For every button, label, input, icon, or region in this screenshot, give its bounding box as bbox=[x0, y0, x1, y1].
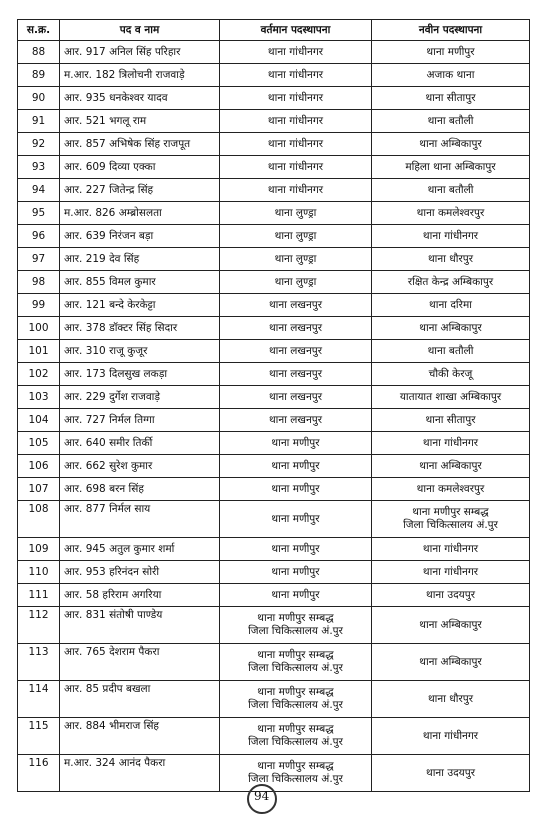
cell-current-posting: थाना लुण्ड्रा bbox=[220, 248, 372, 271]
cell-new-posting: थाना अम्बिकापुर bbox=[372, 317, 530, 340]
cell-new-posting: अजाक थाना bbox=[372, 64, 530, 87]
cell-current-posting: थाना मणीपुर bbox=[220, 432, 372, 455]
cell-serial: 99 bbox=[18, 294, 60, 317]
table-row bbox=[18, 718, 530, 755]
cell-current-posting: थाना मणीपुर सम्बद्ध जिला चिकित्सालय अं.पुर bbox=[220, 718, 372, 755]
table-row bbox=[18, 41, 530, 64]
cell-serial: 113 bbox=[18, 644, 60, 681]
table-row bbox=[18, 584, 530, 607]
cell-name: म.आर. 182 त्रिलोचनी राजवाड़े bbox=[60, 64, 220, 87]
cell-serial: 110 bbox=[18, 561, 60, 584]
cell-current-posting: थाना लखनपुर bbox=[220, 294, 372, 317]
table-row bbox=[18, 271, 530, 294]
cell-serial: 91 bbox=[18, 110, 60, 133]
table-row bbox=[18, 133, 530, 156]
cell-serial: 102 bbox=[18, 363, 60, 386]
cell-current-posting: थाना गांधीनगर bbox=[220, 87, 372, 110]
cell-current-posting: थाना गांधीनगर bbox=[220, 133, 372, 156]
cell-current-posting: थाना लखनपुर bbox=[220, 340, 372, 363]
table-row bbox=[18, 248, 530, 271]
cell-new-posting: थाना धौरपुर bbox=[372, 248, 530, 271]
table-row bbox=[18, 156, 530, 179]
cell-name: आर. 609 दिव्या एक्का bbox=[60, 156, 220, 179]
cell-current-posting: थाना लखनपुर bbox=[220, 363, 372, 386]
table-row bbox=[18, 386, 530, 409]
cell-new-posting: थाना बतौली bbox=[372, 110, 530, 133]
table-row bbox=[18, 455, 530, 478]
cell-name: आर. 639 निरंजन बड़ा bbox=[60, 225, 220, 248]
cell-serial: 111 bbox=[18, 584, 60, 607]
cell-serial: 116 bbox=[18, 755, 60, 792]
table-row bbox=[18, 501, 530, 538]
cell-name: आर. 877 निर्मल साय bbox=[60, 501, 220, 538]
cell-serial: 101 bbox=[18, 340, 60, 363]
cell-name: आर. 698 बरन सिंह bbox=[60, 478, 220, 501]
table-row bbox=[18, 294, 530, 317]
cell-name: आर. 229 दुर्गेश राजवाड़े bbox=[60, 386, 220, 409]
cell-current-posting: थाना मणीपुर सम्बद्ध जिला चिकित्सालय अं.पुर bbox=[220, 755, 372, 792]
table-row bbox=[18, 340, 530, 363]
cell-name: आर. 58 हरिराम अगरिया bbox=[60, 584, 220, 607]
table-row bbox=[18, 478, 530, 501]
table-row bbox=[18, 317, 530, 340]
table-row bbox=[18, 87, 530, 110]
cell-serial: 104 bbox=[18, 409, 60, 432]
cell-current-posting: थाना लुण्ड्रा bbox=[220, 225, 372, 248]
cell-new-posting: थाना बतौली bbox=[372, 179, 530, 202]
cell-serial: 103 bbox=[18, 386, 60, 409]
cell-new-posting: थाना मणीपुर bbox=[372, 41, 530, 64]
cell-current-posting: थाना मणीपुर सम्बद्ध जिला चिकित्सालय अं.पुर bbox=[220, 607, 372, 644]
cell-serial: 115 bbox=[18, 718, 60, 755]
cell-new-posting: थाना उदयपुर bbox=[372, 755, 530, 792]
cell-new-posting: थाना गांधीनगर bbox=[372, 718, 530, 755]
cell-new-posting: थाना बतौली bbox=[372, 340, 530, 363]
header-name: पद व नाम bbox=[60, 20, 220, 41]
cell-new-posting: महिला थाना अम्बिकापुर bbox=[372, 156, 530, 179]
cell-current-posting: थाना मणीपुर bbox=[220, 455, 372, 478]
cell-new-posting: थाना कमलेश्वरपुर bbox=[372, 478, 530, 501]
cell-new-posting: थाना गांधीनगर bbox=[372, 432, 530, 455]
cell-current-posting: थाना मणीपुर bbox=[220, 584, 372, 607]
cell-name: आर. 121 बन्दे केरकेट्टा bbox=[60, 294, 220, 317]
header-row bbox=[18, 20, 530, 41]
cell-current-posting: थाना लुण्ड्रा bbox=[220, 271, 372, 294]
cell-new-posting: रक्षित केन्द्र अम्बिकापुर bbox=[372, 271, 530, 294]
cell-name: आर. 765 देशराम पैकरा bbox=[60, 644, 220, 681]
table-row bbox=[18, 64, 530, 87]
cell-new-posting: थाना मणीपुर सम्बद्ध जिला चिकित्सालय अं.पुर bbox=[372, 501, 530, 538]
cell-name: आर. 310 राजू कुजूर bbox=[60, 340, 220, 363]
cell-serial: 107 bbox=[18, 478, 60, 501]
table-row bbox=[18, 607, 530, 644]
table-row bbox=[18, 681, 530, 718]
page-number-mark: 94 bbox=[247, 784, 277, 814]
cell-serial: 97 bbox=[18, 248, 60, 271]
table-row bbox=[18, 110, 530, 133]
table-row bbox=[18, 432, 530, 455]
cell-new-posting: थाना अम्बिकापुर bbox=[372, 455, 530, 478]
cell-current-posting: थाना मणीपुर सम्बद्ध जिला चिकित्सालय अं.पुर bbox=[220, 681, 372, 718]
cell-current-posting: थाना मणीपुर bbox=[220, 561, 372, 584]
cell-serial: 88 bbox=[18, 41, 60, 64]
cell-serial: 92 bbox=[18, 133, 60, 156]
table-row bbox=[18, 363, 530, 386]
cell-new-posting: थाना दरिमा bbox=[372, 294, 530, 317]
cell-serial: 95 bbox=[18, 202, 60, 225]
cell-current-posting: थाना लखनपुर bbox=[220, 409, 372, 432]
cell-name: आर. 173 दिलसुख लकड़ा bbox=[60, 363, 220, 386]
table-row bbox=[18, 179, 530, 202]
cell-new-posting: थाना अम्बिकापुर bbox=[372, 607, 530, 644]
table-body bbox=[18, 41, 530, 792]
cell-serial: 96 bbox=[18, 225, 60, 248]
table-row bbox=[18, 561, 530, 584]
cell-current-posting: थाना गांधीनगर bbox=[220, 110, 372, 133]
cell-new-posting: थाना अम्बिकापुर bbox=[372, 644, 530, 681]
cell-current-posting: थाना गांधीनगर bbox=[220, 156, 372, 179]
cell-name: आर. 917 अनिल सिंह परिहार bbox=[60, 41, 220, 64]
cell-name: आर. 219 देव सिंह bbox=[60, 248, 220, 271]
cell-serial: 93 bbox=[18, 156, 60, 179]
cell-serial: 94 bbox=[18, 179, 60, 202]
cell-current-posting: थाना मणीपुर सम्बद्ध जिला चिकित्सालय अं.पुर bbox=[220, 644, 372, 681]
cell-name: आर. 662 सुरेश कुमार bbox=[60, 455, 220, 478]
cell-new-posting: थाना अम्बिकापुर bbox=[372, 133, 530, 156]
cell-current-posting: थाना गांधीनगर bbox=[220, 64, 372, 87]
cell-name: आर. 378 डॉक्टर सिंह सिदार bbox=[60, 317, 220, 340]
cell-name: आर. 831 संतोषी पाण्डेय bbox=[60, 607, 220, 644]
cell-new-posting: थाना गांधीनगर bbox=[372, 538, 530, 561]
cell-new-posting: यातायात शाखा अम्बिकापुर bbox=[372, 386, 530, 409]
cell-current-posting: थाना गांधीनगर bbox=[220, 41, 372, 64]
cell-new-posting: थाना सीतापुर bbox=[372, 87, 530, 110]
header-new-posting: नवीन पदस्थापना bbox=[372, 20, 530, 41]
table-row bbox=[18, 225, 530, 248]
cell-new-posting: थाना उदयपुर bbox=[372, 584, 530, 607]
cell-name: आर. 85 प्रदीप बखला bbox=[60, 681, 220, 718]
cell-name: आर. 227 जितेन्द्र सिंह bbox=[60, 179, 220, 202]
cell-name: आर. 521 भगलू राम bbox=[60, 110, 220, 133]
cell-name: आर. 727 निर्मल तिग्गा bbox=[60, 409, 220, 432]
cell-name: आर. 945 अतुल कुमार शर्मा bbox=[60, 538, 220, 561]
cell-new-posting: थाना गांधीनगर bbox=[372, 225, 530, 248]
cell-name: म.आर. 826 अम्ब्रोसलता bbox=[60, 202, 220, 225]
cell-serial: 105 bbox=[18, 432, 60, 455]
cell-serial: 114 bbox=[18, 681, 60, 718]
cell-name: म.आर. 324 आनंद पैकरा bbox=[60, 755, 220, 792]
cell-current-posting: थाना गांधीनगर bbox=[220, 179, 372, 202]
cell-serial: 98 bbox=[18, 271, 60, 294]
cell-current-posting: थाना मणीपुर bbox=[220, 478, 372, 501]
cell-new-posting: चौकी केरजू bbox=[372, 363, 530, 386]
cell-name: आर. 640 समीर तिर्की bbox=[60, 432, 220, 455]
transfer-table bbox=[17, 19, 530, 792]
cell-new-posting: थाना गांधीनगर bbox=[372, 561, 530, 584]
cell-name: आर. 855 विमल कुमार bbox=[60, 271, 220, 294]
cell-current-posting: थाना लखनपुर bbox=[220, 317, 372, 340]
cell-serial: 112 bbox=[18, 607, 60, 644]
cell-name: आर. 935 धनकेश्वर यादव bbox=[60, 87, 220, 110]
cell-new-posting: थाना धौरपुर bbox=[372, 681, 530, 718]
table-row bbox=[18, 409, 530, 432]
header-serial: स.क्र. bbox=[18, 20, 60, 41]
cell-serial: 106 bbox=[18, 455, 60, 478]
cell-current-posting: थाना मणीपुर bbox=[220, 538, 372, 561]
cell-serial: 89 bbox=[18, 64, 60, 87]
cell-serial: 90 bbox=[18, 87, 60, 110]
cell-current-posting: थाना मणीपुर bbox=[220, 501, 372, 538]
table-row bbox=[18, 202, 530, 225]
table-row bbox=[18, 644, 530, 681]
table-row bbox=[18, 755, 530, 792]
cell-serial: 108 bbox=[18, 501, 60, 538]
cell-current-posting: थाना लुण्ड्रा bbox=[220, 202, 372, 225]
cell-serial: 100 bbox=[18, 317, 60, 340]
cell-name: आर. 857 अभिषेक सिंह राजपूत bbox=[60, 133, 220, 156]
cell-name: आर. 953 हरिनंदन सोरी bbox=[60, 561, 220, 584]
header-current-posting: वर्तमान पदस्थापना bbox=[220, 20, 372, 41]
cell-serial: 109 bbox=[18, 538, 60, 561]
table-row bbox=[18, 538, 530, 561]
cell-new-posting: थाना कमलेश्वरपुर bbox=[372, 202, 530, 225]
cell-name: आर. 884 भीमराज सिंह bbox=[60, 718, 220, 755]
cell-current-posting: थाना लखनपुर bbox=[220, 386, 372, 409]
cell-new-posting: थाना सीतापुर bbox=[372, 409, 530, 432]
